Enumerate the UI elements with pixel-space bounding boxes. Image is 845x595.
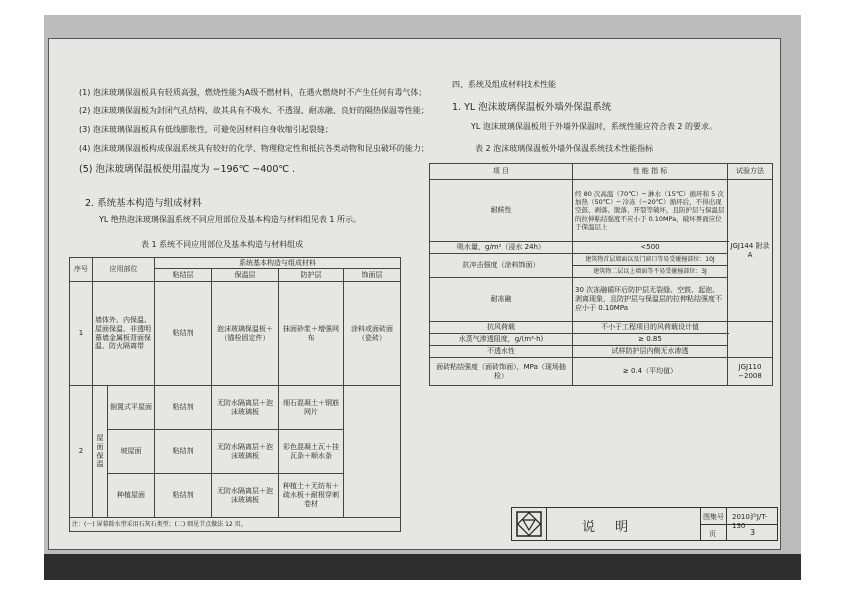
t1-r2a-protect: 细石混凝土＋钢筋网片 xyxy=(279,386,344,430)
t1-r2b-protect: 彩色混凝土瓦＋挂瓦条＋顺水条 xyxy=(279,430,344,474)
sub1-heading: 1. YL 泡沫玻璃保温板外墙外保温系统 xyxy=(452,102,612,113)
t2-method-2: JGJ110 −2008 xyxy=(728,358,773,386)
t1-r2a-part: 倒置式平屋面 xyxy=(108,386,155,430)
t2-r1-item: 耐候性 xyxy=(430,180,573,242)
t2-r8-item: 面砖粘结强度（面砖饰面），MPa（现场抽检） xyxy=(430,358,573,386)
t1-r1-no: 1 xyxy=(70,282,93,386)
t1-r2-no: 2 xyxy=(70,386,93,518)
t1-h-finish: 饰面层 xyxy=(344,269,401,282)
drawing-sheet xyxy=(48,38,781,550)
t1-r1-insul: 泡沫玻璃保温板＋（锚栓固定件） xyxy=(212,282,279,386)
t1-r1-part: 墙体外、内保温、屋面保温、非透明幕墙金属板背面保温、防火隔离带 xyxy=(93,282,155,386)
page-number: 3 xyxy=(750,528,756,537)
t1-r2c-bond: 粘结剂 xyxy=(155,474,212,518)
t1-r2a-bond: 粘结剂 xyxy=(155,386,212,430)
page-label: 页 xyxy=(709,530,716,538)
t1-h-protect: 防护层 xyxy=(279,269,344,282)
t2-r7-index: 试样防护层内侧无水渗透 xyxy=(573,346,728,358)
t2-h-item: 项 目 xyxy=(430,164,573,180)
t2-r2-index: <500 xyxy=(573,242,728,254)
atlas-label: 图集号 xyxy=(703,513,724,521)
t1-r1-finish: 涂料或面砖面（瓷砖） xyxy=(344,282,401,386)
t1-h-group: 系统基本构造与组成材料 xyxy=(155,258,401,269)
t2-r5-index: 不小于工程项目的风荷载设计值 xyxy=(573,322,728,334)
t2-r6-index: ≥ 0.85 xyxy=(573,334,728,346)
item-2: (2) 泡沫玻璃保温板为封闭气孔结构，故其具有不吸水、不透湿、耐冻融、良好的隔热保温等性能； xyxy=(79,106,429,115)
t1-h-no: 序号 xyxy=(70,258,93,282)
t1-r1-bond: 粘结剂 xyxy=(155,282,212,386)
section2-para: YL 绝热泡沫玻璃保温系统不同应用部位及基本构造与材料组见表 1 所示。 xyxy=(99,215,362,224)
t2-h-method: 试验方法 xyxy=(728,164,773,180)
t1-r2b-part: 坡屋面 xyxy=(108,430,155,474)
t2-r2-item: 吸水量，g/m²（浸水 24h） xyxy=(430,242,573,254)
section2-heading: 2. 系统基本构造与组成材料 xyxy=(85,198,202,209)
t2-r1-index: 经 80 次高温（70℃）─ 淋水（15℃）循环和 5 次加热（50℃）─ 冷冻（−20℃）循环后，不得出现空鼓、剥落、脱落、开裂等破坏，且防护层与保温层的拉伸粘结强度不应小于 0.10MPa，破坏界面应位于保温层上 xyxy=(573,180,728,242)
t2-h-index: 性 能 指 标 xyxy=(573,164,728,180)
t1-h-part: 应用部位 xyxy=(93,258,155,282)
table2-caption: 表 2 泡沫玻璃保温板外墙外保温系统技术性能指标 xyxy=(475,144,654,153)
photo-bottom-edge xyxy=(44,554,801,580)
t2-r5-item: 抗风荷载 xyxy=(430,322,573,334)
item-5: (5) 泡沫玻璃保温板使用温度为 −196℃ ~400℃ . xyxy=(79,164,296,175)
item-1: (1) 泡沫玻璃保温板具有轻质高强，燃烧性能为A级不燃材料，在遇火燃烧时不产生任何有毒气体； xyxy=(79,88,427,97)
table-1 xyxy=(69,257,401,532)
table1-caption: 表 1 系统不同应用部位及基本构造与材料组成 xyxy=(141,240,304,249)
t1-h-insul: 保温层 xyxy=(212,269,279,282)
sheet-title: 说 明 xyxy=(582,520,637,535)
t1-h-bond: 粘结层 xyxy=(155,269,212,282)
t2-r3-index-a: 建筑物首层墙面以及门窗口等易受碰撞部位：10J xyxy=(573,254,728,266)
t1-r2b-bond: 粘结剂 xyxy=(155,430,212,474)
t1-r2b-insul: 无防水隔离层＋泡沫玻璃板 xyxy=(212,430,279,474)
t1-r2-finish xyxy=(344,386,401,518)
t2-r6-item: 水蒸气渗透阻度，g/(m²·h) xyxy=(430,334,573,346)
t1-r2-group: 屋面保温 xyxy=(93,386,108,518)
t1-r1-protect: 抹面砂浆＋增强网布 xyxy=(279,282,344,386)
t2-r3-item: 抗冲击强度（涂料饰面） xyxy=(430,254,573,278)
t1-note: 注：(一) 屏幕除水型采用石灰石类型；(二) 细见节点做法 12 页。 xyxy=(70,518,401,532)
t2-r4-index: 30 次冻融循环后防护层无裂缝、空鼓、起泡、剥离现象，且防护层与保温层的拉伸粘结强度不应小于 0.10MPa xyxy=(573,278,728,322)
t2-r4-item: 耐冻融 xyxy=(430,278,573,322)
item-3: (3) 泡沫玻璃保温板具有低线膨胀性，可避免因材料自身收缩引起裂缝； xyxy=(79,125,333,134)
title-block xyxy=(511,507,778,541)
sub1-para: YL 泡沫玻璃保温板用于外墙外保温时，系统性能应符合表 2 的要求。 xyxy=(471,122,718,131)
t2-method-1: JGJ144 附录A xyxy=(728,180,773,322)
t1-r2c-insul: 无防水隔离层＋泡沫玻璃板 xyxy=(212,474,279,518)
t1-r2c-part: 种植屋面 xyxy=(108,474,155,518)
t2-r8-index: ≥ 0.4（平均值） xyxy=(573,358,728,386)
atlas-number: 2010沪J/T-130 xyxy=(732,513,768,530)
t1-r2a-insul: 无防水隔离层＋泡沫玻璃板 xyxy=(212,386,279,430)
t2-method-blank xyxy=(728,322,773,358)
atlas-logo-icon xyxy=(516,511,542,537)
item-4: (4) 泡沫玻璃保温板构成保温系统具有较好的化学、物理稳定性和抵抗各类动物和昆虫破坏的能力； xyxy=(79,144,429,153)
table-2 xyxy=(429,163,773,386)
t2-r7-item: 不透水性 xyxy=(430,346,573,358)
t2-r3-index-b: 建筑物二层以上墙面等不易受碰撞部位：3J xyxy=(573,266,728,278)
t1-r2c-protect: 种植土＋无纺布＋疏水板＋耐根穿刺卷材 xyxy=(279,474,344,518)
section4-heading: 四、系统及组成材料技术性能 xyxy=(452,80,556,89)
